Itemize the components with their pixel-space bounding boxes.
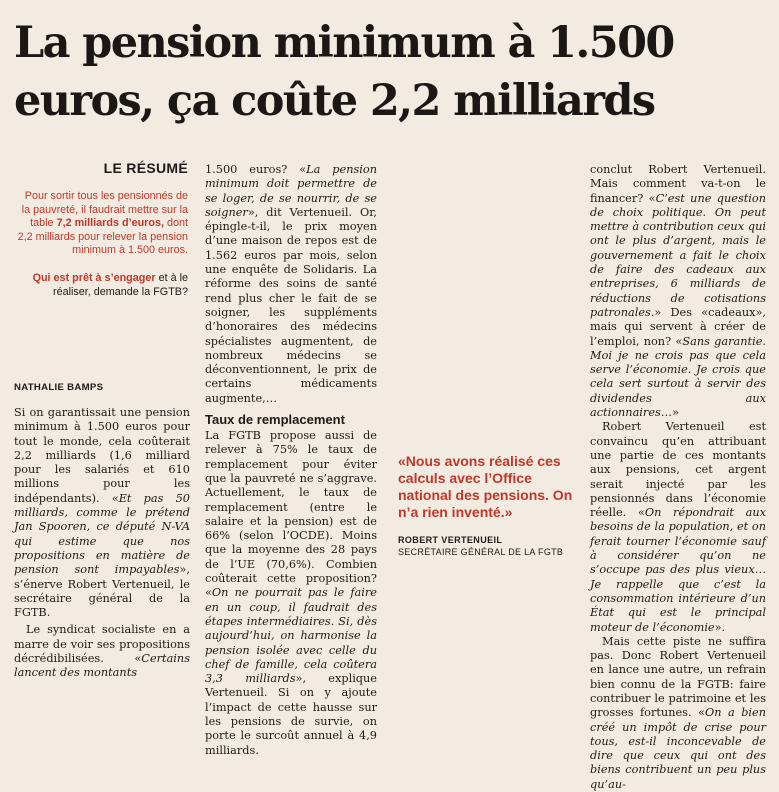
byline: NATHALIE BAMPS xyxy=(14,382,104,393)
headline: La pension minimum à 1.500 euros, ça coûte 2,2 milliards xyxy=(14,18,674,126)
summary-question: Qui est prêt à s’engager et à le réaliser, demande la FGTB? xyxy=(32,271,188,298)
pull-quote xyxy=(398,453,578,557)
paragraph: La FGTB propose aussi de relever à 75% le taux de remplacement pour éviter que la pauvreté ne s’aggrave. Actuellement, le taux de remplacement (entre le salaire et la pension) est de 66% (selon l’OCDE). Moins que la moyenne des 28 pays de l’UE (70,6%). Combien coûterait cette proposition? «On ne pourrait pas le faire en un coup, il faudrait des étapes intermédiaires. Si, dès aujourd’hui, on harmonise la pension isolée avec celle du chef de famille, cela coûtera 3,3 milliards», explique Vertenueil. Si on y ajoute l’impact de cette hausse sur les pensions de survie, on porte le surcoût annuel à 4,9 milliards. xyxy=(205,429,377,757)
paragraph: 1.500 euros? «La pension minimum doit permettre de se loger, de se nourrir, de se soigner», dit Vertenueil. Or, épingle-t-il, le prix moyen d’une maison de repos est de 1.562 euros par mois, selon une enquête de Solidaris. La réforme des soins de santé rend plus cher le fait de se soigner, les suppléments d’honoraires des médecins spécialistes augmentent, de nombreux médecins se déconventionnent, le prix de certains médicaments augmente,… xyxy=(205,163,377,405)
summary-text: Pour sortir tous les pensionnés de la pauvreté, il faudrait mettre sur la table 7,2 milliards d’euros, dont 2,2 milliards pour relever la pension minimum à 1.500 euros. xyxy=(17,190,188,257)
paragraph: Mais cette piste ne suffira pas. Donc Robert Vertenueil en lance une autre, un refrain bien connu de la FGTB: faire contribuer le patrimoine et les grosses fortunes. «On a bien créé un impôt de crise pour tous, est-il inconcevable de dire que ceux qui ont des biens contribuent un peu plus qu’au- xyxy=(590,634,767,791)
article-column-3 xyxy=(590,163,766,792)
article-column-2 xyxy=(205,163,377,758)
pull-quote-text: «Nous avons réalisé ces calculs avec l’Office national des pensions. On n’a rien inventé.» xyxy=(398,453,573,520)
article-column-1 xyxy=(14,406,190,681)
subheading: Taux de remplacement xyxy=(205,412,345,428)
summary-box xyxy=(14,160,188,299)
paragraph: Si on garantissait une pension minimum à 1.500 euros pour tout le monde, cela coûterait 2,2 milliards (1,6 milliard pour les salariés et 610 millions pour les indépendants). «Et pas 50 milliards, comme le prétend Jan Spooren, ce député N-VA qui estime que nos propositions en matière de pension sont impayables», s’énerve Robert Vertenueil, le secrétaire général de la FGTB. xyxy=(14,406,190,620)
summary-title: LE RÉSUMÉ xyxy=(103,160,188,176)
paragraph: conclut Robert Vertenueil. Mais comment va-t-on le financer? «C’est une question de choix politique. On peut mettre à contribution ceux qui ont le plus d’argent, mais le gouvernement a fait le choix de faire des cadeaux aux entreprises, 6 milliards de réductions de cotisations patronales.» Des «cadeaux», mais qui servent à créer de l’emploi, non? «Sans garantie. Moi je ne crois pas que cela serve l’économie. Je crois que cela sert surtout à servir des dividendes aux actionnaires…» xyxy=(590,163,766,420)
pull-quote-author: ROBERT VERTENUEIL xyxy=(398,535,503,545)
summary-highlight: 7,2 milliards d’euros, xyxy=(56,217,164,230)
pull-quote-role: SECRÉTAIRE GÉNÉRAL DE LA FGTB xyxy=(398,547,564,557)
paragraph: Robert Vertenueil est convaincu qu’en attribuant une partie de ces montants aux pensions, cet argent serait injecté par les pensionnés dans l’économie réelle. «On répondrait aux besoins de la population, et on ferait tourner l’économie sauf à considérer qu’on ne s’occupe pas des plus vieux… Je rappelle que c’est la consommation intérieure d’un État qui est le principal moteur de l’économie». xyxy=(590,420,767,634)
paragraph: Le syndicat socialiste en a marre de voir ses propositions décrédibilisées. «Certains lancent des montants xyxy=(14,623,190,680)
